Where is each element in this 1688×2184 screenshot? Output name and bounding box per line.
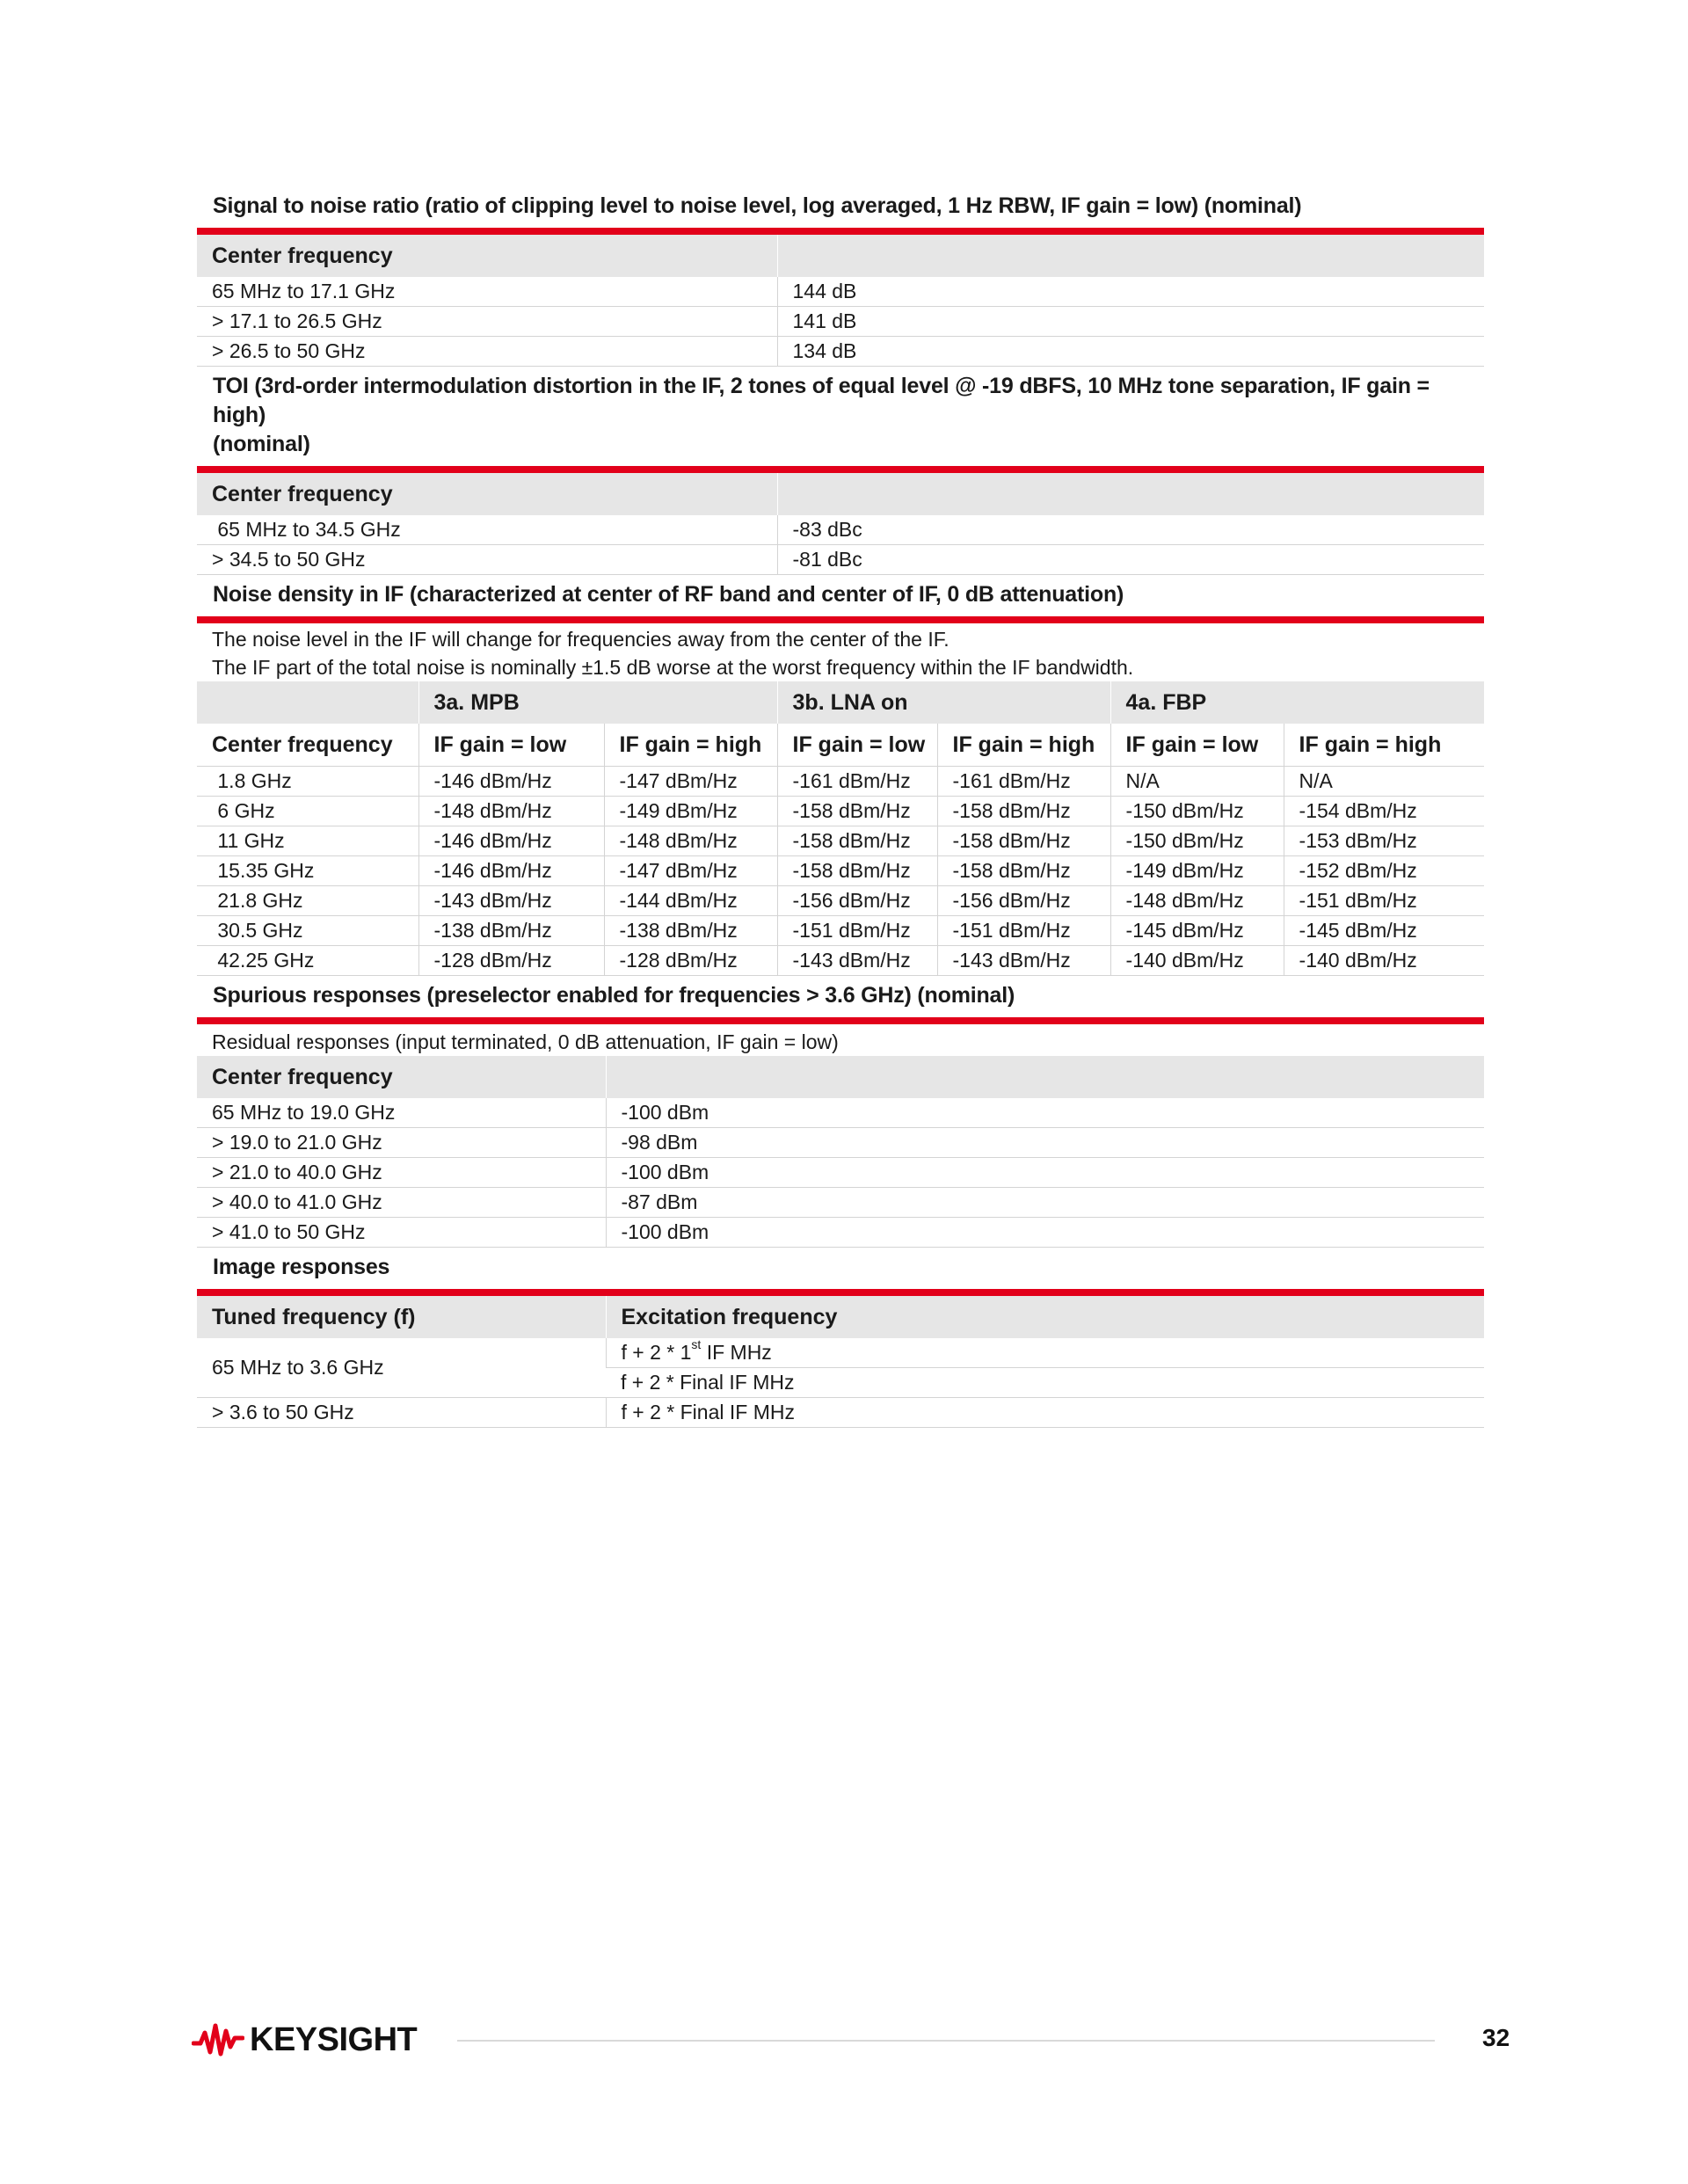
image-header-col2: Excitation frequency [606, 1296, 1484, 1338]
noise-cell: 11 GHz [197, 826, 418, 856]
footer-divider [457, 2040, 1435, 2042]
noise-cell: -156 dBm/Hz [777, 886, 937, 916]
spurious-cell: > 41.0 to 50 GHz [197, 1218, 606, 1248]
noise-cell: 21.8 GHz [197, 886, 418, 916]
table-row [197, 1218, 1484, 1248]
noise-cell: -152 dBm/Hz [1284, 856, 1484, 886]
table-row [197, 1338, 1484, 1368]
noise-table [197, 681, 1484, 976]
noise-cell: -147 dBm/Hz [604, 767, 777, 797]
brand-name: KEYSIGHT [250, 2020, 418, 2058]
snr-cell: 134 dB [777, 337, 1484, 367]
noise-subheader-cell: Center frequency [197, 724, 418, 767]
table-row [197, 337, 1484, 367]
noise-subheader-cell: IF gain = low [1110, 724, 1284, 767]
snr-cell: 65 MHz to 17.1 GHz [197, 277, 777, 307]
spurious-cell: -100 dBm [606, 1158, 1484, 1188]
table-row [197, 545, 1484, 575]
toi-title [197, 372, 1484, 473]
noise-cell: -146 dBm/Hz [418, 767, 604, 797]
noise-cell: -151 dBm/Hz [1284, 886, 1484, 916]
noise-cell: -148 dBm/Hz [604, 826, 777, 856]
ordinal-superscript: st [691, 1338, 702, 1351]
table-row [197, 946, 1484, 976]
noise-cell: -150 dBm/Hz [1110, 797, 1284, 826]
noise-group-fbp: 4a. FBP [1110, 681, 1484, 724]
snr-header-col1: Center frequency [197, 235, 777, 277]
table-row [197, 1188, 1484, 1218]
snr-header-col2 [777, 235, 1484, 277]
table-row [197, 515, 1484, 545]
noise-cell: -128 dBm/Hz [604, 946, 777, 976]
noise-cell: -143 dBm/Hz [937, 946, 1110, 976]
noise-cell: -145 dBm/Hz [1110, 916, 1284, 946]
spurious-cell: -100 dBm [606, 1098, 1484, 1128]
keysight-logo [192, 2020, 417, 2059]
noise-cell: -158 dBm/Hz [937, 856, 1110, 886]
table-row [197, 277, 1484, 307]
noise-cell: -150 dBm/Hz [1110, 826, 1284, 856]
noise-cell: -146 dBm/Hz [418, 856, 604, 886]
toi-cell: -81 dBc [777, 545, 1484, 575]
snr-cell: 144 dB [777, 277, 1484, 307]
noise-cell: -140 dBm/Hz [1284, 946, 1484, 976]
noise-cell: -140 dBm/Hz [1110, 946, 1284, 976]
toi-title-line2: (nominal) [213, 432, 310, 456]
noise-subheader-cell: IF gain = high [604, 724, 777, 767]
noise-cell: -153 dBm/Hz [1284, 826, 1484, 856]
snr-cell: > 17.1 to 26.5 GHz [197, 307, 777, 337]
noise-cell: -146 dBm/Hz [418, 826, 604, 856]
noise-cell: -156 dBm/Hz [937, 886, 1110, 916]
image-header-col1: Tuned frequency (f) [197, 1296, 606, 1338]
spurious-header-col1: Center frequency [197, 1056, 606, 1098]
noise-cell: -148 dBm/Hz [1110, 886, 1284, 916]
noise-cell: 30.5 GHz [197, 916, 418, 946]
table-row [197, 856, 1484, 886]
image-table [197, 1296, 1484, 1428]
table-row [197, 767, 1484, 797]
image-title: Image responses [197, 1253, 1484, 1296]
table-row [197, 1158, 1484, 1188]
toi-header-col2 [777, 473, 1484, 515]
image-cell: f + 2 * Final IF MHz [606, 1398, 1484, 1428]
image-excitation-text: IF MHz [701, 1341, 772, 1364]
table-row [197, 1128, 1484, 1158]
noise-subheader [197, 724, 1484, 767]
noise-cell: -144 dBm/Hz [604, 886, 777, 916]
noise-cell: -149 dBm/Hz [604, 797, 777, 826]
noise-note-1: The noise level in the IF will change for frequencies away from the center of the IF. [212, 628, 950, 651]
noise-cell: -161 dBm/Hz [937, 767, 1110, 797]
noise-subheader-cell: IF gain = high [1284, 724, 1484, 767]
noise-cell: -147 dBm/Hz [604, 856, 777, 886]
table-row [197, 1098, 1484, 1128]
spurious-title: Spurious responses (preselector enabled for frequencies > 3.6 GHz) (nominal) [197, 981, 1484, 1024]
noise-cell: -143 dBm/Hz [777, 946, 937, 976]
spurious-cell: -98 dBm [606, 1128, 1484, 1158]
noise-cell: N/A [1110, 767, 1284, 797]
noise-cell: -158 dBm/Hz [777, 856, 937, 886]
noise-cell: -148 dBm/Hz [418, 797, 604, 826]
noise-cell: -161 dBm/Hz [777, 767, 937, 797]
noise-cell: -151 dBm/Hz [937, 916, 1110, 946]
noise-cell: 42.25 GHz [197, 946, 418, 976]
image-cell [606, 1338, 1484, 1368]
toi-cell: -83 dBc [777, 515, 1484, 545]
snr-title: Signal to noise ratio (ratio of clipping level to noise level, log averaged, 1 Hz RBW, IF gain = low) (nominal) [197, 192, 1484, 235]
image-cell: > 3.6 to 50 GHz [197, 1398, 606, 1428]
noise-cell: -128 dBm/Hz [418, 946, 604, 976]
snr-table [197, 235, 1484, 367]
image-excitation-text: f + 2 * 1 [621, 1341, 692, 1364]
noise-group-blank [197, 681, 418, 724]
spurious-cell: > 40.0 to 41.0 GHz [197, 1188, 606, 1218]
toi-header-col1: Center frequency [197, 473, 777, 515]
noise-cell: 15.35 GHz [197, 856, 418, 886]
noise-group-mpb: 3a. MPB [418, 681, 777, 724]
noise-cell: -143 dBm/Hz [418, 886, 604, 916]
noise-subheader-cell: IF gain = low [418, 724, 604, 767]
noise-cell: -158 dBm/Hz [777, 826, 937, 856]
toi-cell: 65 MHz to 34.5 GHz [197, 515, 777, 545]
spurious-cell: -100 dBm [606, 1218, 1484, 1248]
noise-cell: -158 dBm/Hz [937, 826, 1110, 856]
spurious-cell: > 19.0 to 21.0 GHz [197, 1128, 606, 1158]
noise-cell: 1.8 GHz [197, 767, 418, 797]
noise-cell: 6 GHz [197, 797, 418, 826]
spurious-header-col2 [606, 1056, 1484, 1098]
noise-cell: -145 dBm/Hz [1284, 916, 1484, 946]
noise-subheader-cell: IF gain = low [777, 724, 937, 767]
spurious-cell: -87 dBm [606, 1188, 1484, 1218]
noise-note-2: The IF part of the total noise is nominally ±1.5 dB worse at the worst frequency within the IF bandwidth. [212, 656, 1134, 679]
spurious-note: Residual responses (input terminated, 0 dB attenuation, IF gain = low) [212, 1030, 839, 1053]
spurious-table [197, 1056, 1484, 1248]
noise-cell: -158 dBm/Hz [937, 797, 1110, 826]
toi-title-line1: TOI (3rd-order intermodulation distortion in the IF, 2 tones of equal level @ -19 dBFS, 10 MHz tone separation, IF gain = high) [213, 374, 1430, 427]
noise-subheader-cell: IF gain = high [937, 724, 1110, 767]
noise-cell: -154 dBm/Hz [1284, 797, 1484, 826]
spurious-cell: 65 MHz to 19.0 GHz [197, 1098, 606, 1128]
table-row [197, 886, 1484, 916]
image-cell: f + 2 * Final IF MHz [606, 1368, 1484, 1398]
toi-table [197, 473, 1484, 575]
toi-cell: > 34.5 to 50 GHz [197, 545, 777, 575]
document-body [197, 192, 1484, 1428]
noise-group-lna: 3b. LNA on [777, 681, 1110, 724]
noise-cell: N/A [1284, 767, 1484, 797]
image-cell: 65 MHz to 3.6 GHz [197, 1338, 606, 1398]
page-number: 32 [1482, 2024, 1510, 2051]
noise-cell: -151 dBm/Hz [777, 916, 937, 946]
table-row [197, 826, 1484, 856]
snr-cell: > 26.5 to 50 GHz [197, 337, 777, 367]
table-row [197, 916, 1484, 946]
noise-title: Noise density in IF (characterized at center of RF band and center of IF, 0 dB attenuation) [197, 580, 1484, 623]
noise-cell: -138 dBm/Hz [604, 916, 777, 946]
snr-cell: 141 dB [777, 307, 1484, 337]
keysight-wave-icon [192, 2020, 244, 2059]
noise-cell: -158 dBm/Hz [777, 797, 937, 826]
table-row [197, 797, 1484, 826]
table-row [197, 1398, 1484, 1428]
table-row [197, 307, 1484, 337]
spurious-cell: > 21.0 to 40.0 GHz [197, 1158, 606, 1188]
noise-cell: -149 dBm/Hz [1110, 856, 1284, 886]
noise-cell: -138 dBm/Hz [418, 916, 604, 946]
